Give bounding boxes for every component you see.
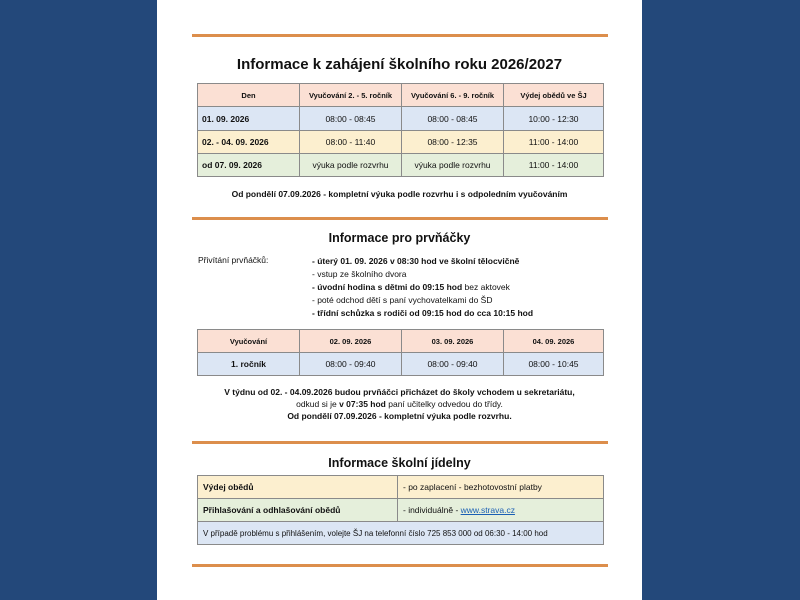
canteen-title: Informace školní jídelny [328, 456, 471, 470]
schedule-cell: 08:00 - 12:35 [402, 131, 504, 154]
divider [192, 217, 608, 220]
first-graders-header-cell: Vyučování [198, 330, 300, 353]
first-graders-table [197, 329, 604, 376]
divider-top [192, 34, 608, 37]
first-graders-cell: 08:00 - 10:45 [504, 353, 604, 376]
list-item-text: bez aktovek [462, 282, 510, 292]
schedule-cell: výuka podle rozvrhu [402, 154, 504, 177]
schedule-header-cell: Den [198, 84, 300, 107]
note-line-2 [157, 398, 642, 410]
first-graders-header-cell: 04. 09. 2026 [504, 330, 604, 353]
canteen-value [398, 476, 604, 499]
schedule-cell: 08:00 - 08:45 [300, 107, 402, 131]
table-row [198, 476, 604, 499]
note-line-2-post: paní učitelky odvedou do třídy. [385, 399, 503, 409]
first-graders-cell: 08:00 - 09:40 [300, 353, 402, 376]
first-graders-header-cell: 02. 09. 2026 [300, 330, 402, 353]
schedule-header-cell: Výdej obědů ve ŠJ [504, 84, 604, 107]
strava-link[interactable]: www.strava.cz [460, 505, 515, 515]
greeting-list [312, 255, 533, 320]
first-graders-cell: 1. ročník [198, 353, 300, 376]
first-graders-cell: 08:00 - 09:40 [402, 353, 504, 376]
table-row [198, 353, 604, 376]
list-item-bold: - úterý 01. 09. 2026 v 08:30 hod ve školní tělocvičně [312, 256, 520, 266]
list-item [312, 281, 533, 294]
first-graders-note [157, 386, 642, 422]
table-row [198, 499, 604, 522]
note-line-1: V týdnu od 02. - 04.09.2026 budou prvňáčci přicházet do školy vchodem u sekretariátu, [224, 387, 575, 397]
first-graders-header-row [198, 330, 604, 353]
greeting-label: Přivítání prvňáčků: [198, 255, 269, 265]
list-item-text: - vstup ze školního dvora [312, 269, 407, 279]
list-item-bold: - úvodní hodina s dětmi do 09:15 hod [312, 282, 463, 292]
list-item [312, 307, 533, 320]
schedule-cell: od 07. 09. 2026 [198, 154, 300, 177]
schedule-cell: 02. - 04. 09. 2026 [198, 131, 300, 154]
table-row [198, 154, 604, 177]
divider-bottom [192, 564, 608, 567]
schedule-cell: výuka podle rozvrhu [300, 154, 402, 177]
schedule-cell: 08:00 - 11:40 [300, 131, 402, 154]
canteen-label: Výdej obědů [198, 476, 398, 499]
canteen-table [197, 475, 604, 545]
schedule-cell: 08:00 - 08:45 [402, 107, 504, 131]
list-item [312, 268, 533, 281]
note-line-3: Od pondělí 07.09.2026 - kompletní výuka podle rozvrhu. [287, 411, 512, 421]
main-title: Informace k zahájení školního roku 2026/2027 [236, 56, 563, 73]
divider [192, 441, 608, 444]
canteen-value-text: - individuálně - [403, 505, 461, 515]
document-page [157, 0, 642, 600]
canteen-footer: V případě problému s přihlášením, volejte ŠJ na telefonní číslo 725 853 000 od 06:30 - 14:00 hod [198, 522, 604, 545]
canteen-label: Přihlašování a odhlašování obědů [198, 499, 398, 522]
first-graders-header-cell: 03. 09. 2026 [402, 330, 504, 353]
list-item [312, 294, 533, 307]
table-row [198, 522, 604, 545]
schedule-header-cell: Vyučování 6. - 9. ročník [402, 84, 504, 107]
schedule-note: Od pondělí 07.09.2026 - kompletní výuka podle rozvrhu i s odpoledním vyučováním [231, 189, 568, 199]
schedule-cell: 11:00 - 14:00 [504, 131, 604, 154]
canteen-value-text: - po zaplacení - bezhotovostní platby [403, 482, 542, 492]
schedule-cell: 11:00 - 14:00 [504, 154, 604, 177]
note-line-2-pre: odkud si je [296, 399, 340, 409]
first-graders-title: Informace pro prvňáčky [328, 231, 471, 245]
note-line-2-bold: v 07:35 hod [339, 399, 386, 409]
table-row [198, 131, 604, 154]
schedule-header-row [198, 84, 604, 107]
schedule-table [197, 83, 604, 177]
schedule-header-cell: Vyučování 2. - 5. ročník [300, 84, 402, 107]
schedule-cell: 01. 09. 2026 [198, 107, 300, 131]
list-item [312, 255, 533, 268]
list-item-text: - poté odchod dětí s paní vychovatelkami do ŠD [312, 295, 493, 305]
schedule-cell: 10:00 - 12:30 [504, 107, 604, 131]
list-item-bold: - třídní schůzka s rodiči od 09:15 hod do cca 10:15 hod [312, 308, 534, 318]
table-row [198, 107, 604, 131]
canteen-value [398, 499, 604, 522]
